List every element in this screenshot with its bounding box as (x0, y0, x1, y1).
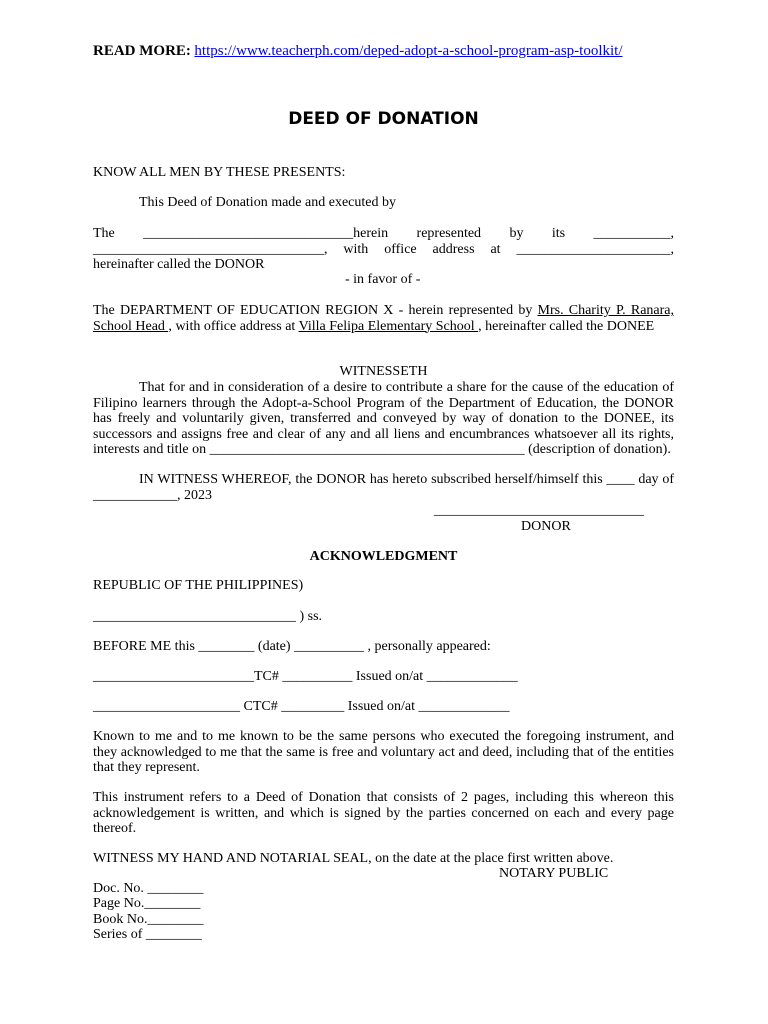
donor-the: The (93, 226, 115, 241)
donee-representative-name: Mrs. Charity P. Ranara, (537, 303, 674, 318)
donor-address-blank: ______________________, (516, 242, 674, 257)
acknowledgment-heading: ACKNOWLEDGMENT (309, 549, 458, 564)
donee-text-3: hereinafter called the DONEE (481, 318, 655, 334)
donee-school: Villa Felipa Elementary School , (298, 318, 482, 334)
donor-line-2 (93, 242, 674, 258)
donee-position: School Head , (93, 318, 172, 334)
document-title: DEED OF DONATION (288, 109, 479, 129)
known-paragraph: Known to me and to me known to be the same persons who executed the foregoing instrument, and they acknowledged to me that the same is free and voluntary act and deed, including that of the entities that they represent. (93, 729, 674, 775)
donee-paragraph (93, 303, 674, 334)
donee-text-2: with office address at (171, 318, 299, 334)
tc-line: _______________________TC# __________ Issued on/at _____________ (93, 669, 518, 684)
doc-no-line: Doc. No. ________ (93, 881, 204, 896)
ctc-line: _____________________ CTC# _________ Issued on/at _____________ (93, 699, 510, 714)
donor-address: address (432, 242, 475, 257)
donor-with: with (343, 242, 369, 257)
read-more-label: READ MORE: (93, 43, 191, 59)
republic-line: REPUBLIC OF THE PHILIPPINES) (93, 578, 304, 593)
donor-at: at (490, 242, 501, 257)
instrument-paragraph: This instrument refers to a Deed of Donation that consists of 2 pages, including this whereon this acknowledgement is written, and which is signed by the parties concerned on each and every page thereof. (93, 790, 674, 836)
in-witness-paragraph: IN WITNESS WHEREOF, the DONOR has hereto subscribed herself/himself this ____ day of ____________, 2023 (93, 472, 674, 503)
witness-hand-line: WITNESS MY HAND AND NOTARIAL SEAL, on the date at the place first written above. (93, 851, 614, 866)
donor-rep-name-blank: _________________________________, (93, 242, 328, 257)
donor-rep-blank: ___________, (593, 226, 674, 241)
read-more-line (93, 44, 674, 60)
witness-paragraph: That for and in consideration of a desire to contribute a share for the cause of the education of Filipino learners through the Adopt-a-School Program of the Department of Education, the DONOR has freely and voluntarily given, transferred and conveyed by way of donation to the DONEE, its successors and assigns free and clear of any and all liens and encumbrances whatsoever all its rights, interests and title on _____________________________________________ (description of donation). (93, 380, 674, 457)
donor-office: office (384, 242, 417, 257)
intro-text: This Deed of Donation made and executed by (139, 195, 396, 210)
donor-name-blank: ______________________________herein (143, 226, 389, 241)
page-no-line: Page No.________ (93, 896, 201, 911)
series-of-line: Series of ________ (93, 927, 202, 942)
before-me-line: BEFORE ME this ________ (date) __________ , personally appeared: (93, 639, 491, 654)
donor-signature-label: DONOR (521, 519, 571, 534)
donor-line-1 (93, 226, 674, 242)
read-more-link[interactable]: https://www.teacherph.com/deped-adopt-a-school-program-asp-toolkit/ (194, 43, 623, 59)
notary-public-label: NOTARY PUBLIC (499, 866, 609, 881)
donee-text-1: The DEPARTMENT OF EDUCATION REGION X - herein represented by (93, 303, 538, 318)
donor-called: hereinafter called the DONOR (93, 257, 265, 272)
in-favor-of: - in favor of - (345, 272, 421, 287)
donor-signature-line: ______________________________ (434, 503, 644, 518)
book-no-line: Book No.________ (93, 912, 204, 927)
donor-represented: represented (416, 226, 482, 241)
ss-line: _____________________________ ) ss. (93, 609, 323, 624)
witnesseth-heading: WITNESSETH (339, 364, 428, 379)
donor-by: by (509, 226, 524, 241)
donor-its: its (551, 226, 566, 241)
know-all-heading: KNOW ALL MEN BY THESE PRESENTS: (93, 165, 346, 180)
